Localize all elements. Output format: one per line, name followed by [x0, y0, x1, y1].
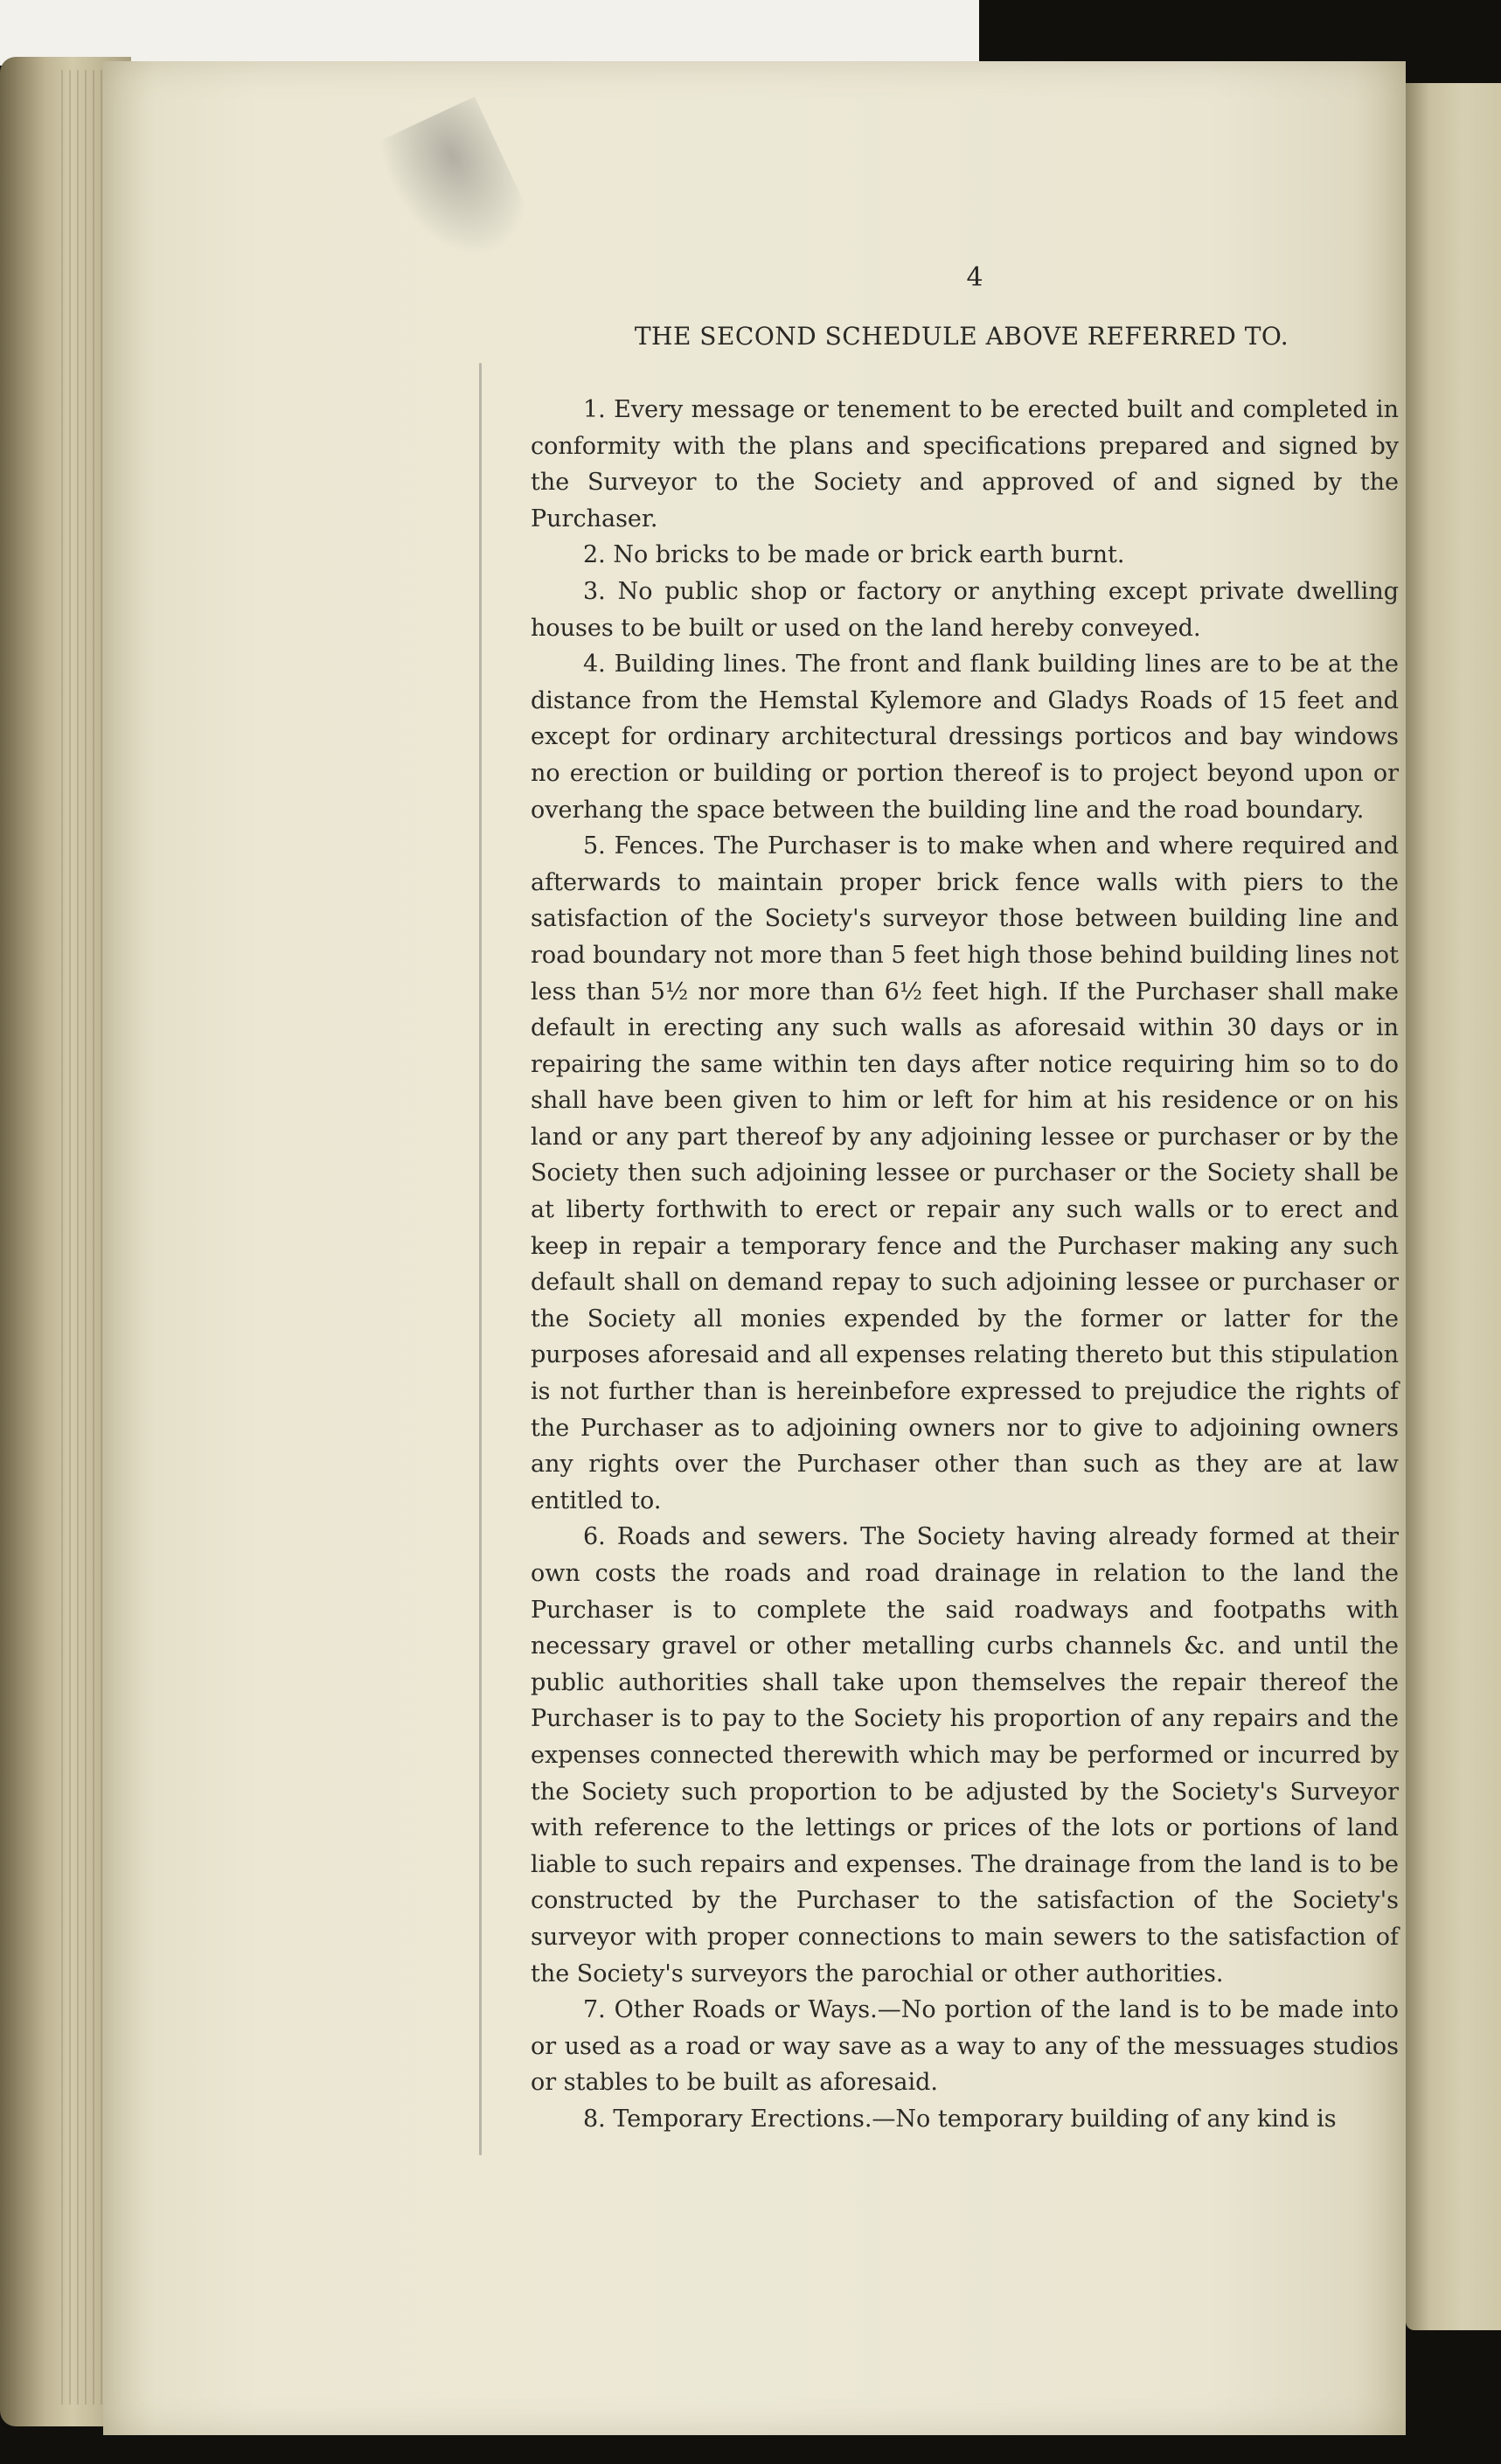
facing-page-edge [1406, 83, 1501, 2330]
schedule-heading: THE SECOND SCHEDULE ABOVE REFERRED TO. [634, 322, 1289, 351]
clause-8: 8. Temporary Erections.—No temporary building of any kind is [583, 2105, 1337, 2133]
clause-6: 6. Roads and sewers. The Society having already formed at their own costs the roads and road drainage in relation to the land the Purchaser is to complete the said roadways and footpaths with necessary gravel or other metalling curbs channels &c. and until the public authorities shall take upon themselves the repair thereof the Purchaser is to pay to the Society his proportion of any repairs and the expenses connected therewith which may be performed or incurred by the Society such proportion to be adjusted by the Society's Surveyor with reference to the lettings or prices of the lots or portions of land liable to such repairs and expenses. The drainage from the land is to be constructed by the Purchaser to the satisfaction of the Society's surveyor with proper connections to main sewers to the satisfaction of the Society's surveyors the parochial or other authorities. [531, 1523, 1399, 1987]
clause-7: 7. Other Roads or Ways.—No portion of the land is to be made into or used as a road or way save as a way to any of the messuages studios or stables to be built as aforesaid. [531, 1996, 1399, 2097]
clause-5: 5. Fences. The Purchaser is to make when and where required and afterwards to maintain proper brick fence walls with piers to the satisfaction of the Society's surveyor those between building line and road boundary not more than 5 feet high those behind building lines not less than 5½ nor more than 6½ feet high. If the Purchaser shall make default in erecting any such walls as aforesaid within 30 days or in repairing the same within ten days after notice requiring him so to do shall have been given to him or left for him at his residence or on his land or any part thereof by any adjoining lessee or purchaser or by the Society then such adjoining lessee or purchaser or the Society shall be at liberty forthwith to erect or repair any such walls or to erect and keep in repair a temporary fence and the Purchaser making any such default shall on demand repay to such adjoining lessee or purchaser or the Society all monies expended by the former or latter for the purposes aforesaid and all expenses relating thereto but this stipulation is not further than is hereinbefore expressed to prejudice the rights of the Purchaser as to adjoining owners nor to give to adjoining owners any rights over the Purchaser other than such as they are at law entitled to. [531, 832, 1399, 1514]
top-paper-strip [0, 0, 979, 66]
clause-3: 3. No public shop or factory or anything except private dwelling houses to be built or used on the land hereby conveyed. [531, 577, 1399, 642]
clause-2: 2. No bricks to be made or brick earth burnt. [583, 541, 1125, 569]
pencil-margin-line [479, 363, 482, 2155]
clause-1: 1. Every message or tenement to be erected built and completed in conformity with the plans and specifications prepared and signed by the Surveyor to the Society and approved of and signed by the Purchaser. [531, 396, 1399, 532]
clause-4: 4. Building lines. The front and flank building lines are to be at the distance from the Hemstal Kylemore and Gladys Roads of 15 feet and except for ordinary architectural dressings porticos and bay windows no erection or building or portion thereof is to project beyond upon or overhang the space between the building line and the road boundary. [531, 651, 1399, 824]
schedule-body [531, 392, 1399, 2138]
page-number: 4 [966, 262, 983, 293]
